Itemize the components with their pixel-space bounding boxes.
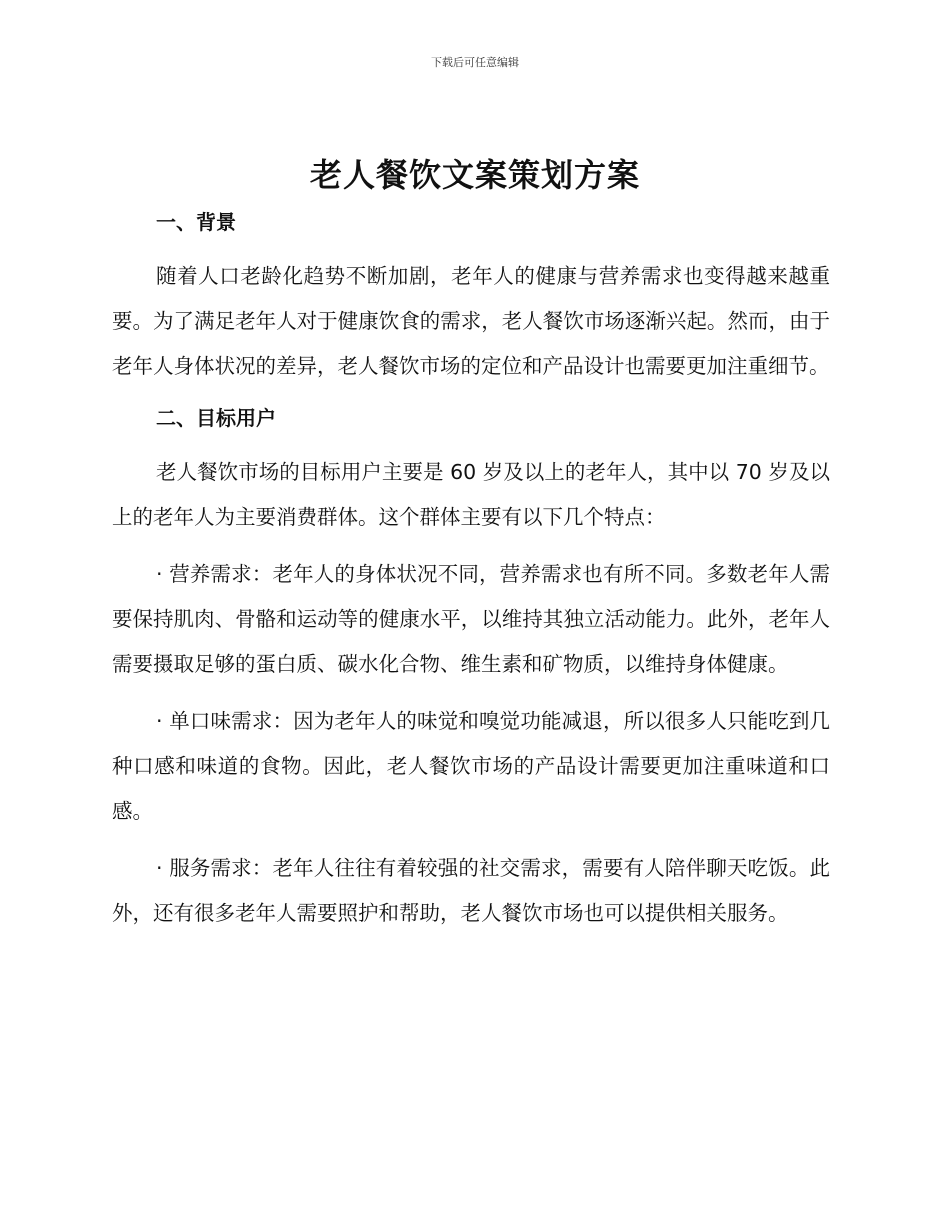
bullet-taste-needs: · 单口味需求：因为老年人的味觉和嗅觉功能减退，所以很多人只能吃到几种口感和味道的食物。因此，老人餐饮市场的产品设计需要更加注重味道和口感。 bbox=[112, 709, 830, 823]
bullet-service-needs: · 服务需求：老年人往往有着较强的社交需求，需要有人陪伴聊天吃饭。此外，还有很多老年人需要照护和帮助，老人餐饮市场也可以提供相关服务。 bbox=[112, 856, 830, 925]
header-note: 下载后可任意编辑 bbox=[431, 56, 519, 69]
paragraph-target-users-intro: 老人餐饮市场的目标用户主要是 60 岁及以上的老年人，其中以 70 岁及以上的老年人为主要消费群体。这个群体主要有以下几个特点： bbox=[112, 460, 830, 529]
section-heading-background: 一、背景 bbox=[156, 210, 236, 234]
paragraph-background: 随着人口老龄化趋势不断加剧，老年人的健康与营养需求也变得越来越重要。为了满足老年人对于健康饮食的需求，老人餐饮市场逐渐兴起。然而，由于老年人身体状况的差异，老人餐饮市场的定位和产品设计也需要更加注重细节。 bbox=[112, 264, 830, 378]
bullet-nutrition-needs: · 营养需求：老年人的身体状况不同，营养需求也有所不同。多数老年人需要保持肌肉、骨骼和运动等的健康水平，以维持其独立活动能力。此外，老年人需要摄取足够的蛋白质、碳水化合物、维生素和矿物质，以维持身体健康。 bbox=[112, 562, 830, 676]
section-heading-target-users: 二、目标用户 bbox=[156, 406, 276, 430]
document-title: 老人餐饮文案策划方案 bbox=[309, 156, 640, 194]
document-body bbox=[112, 205, 830, 936]
